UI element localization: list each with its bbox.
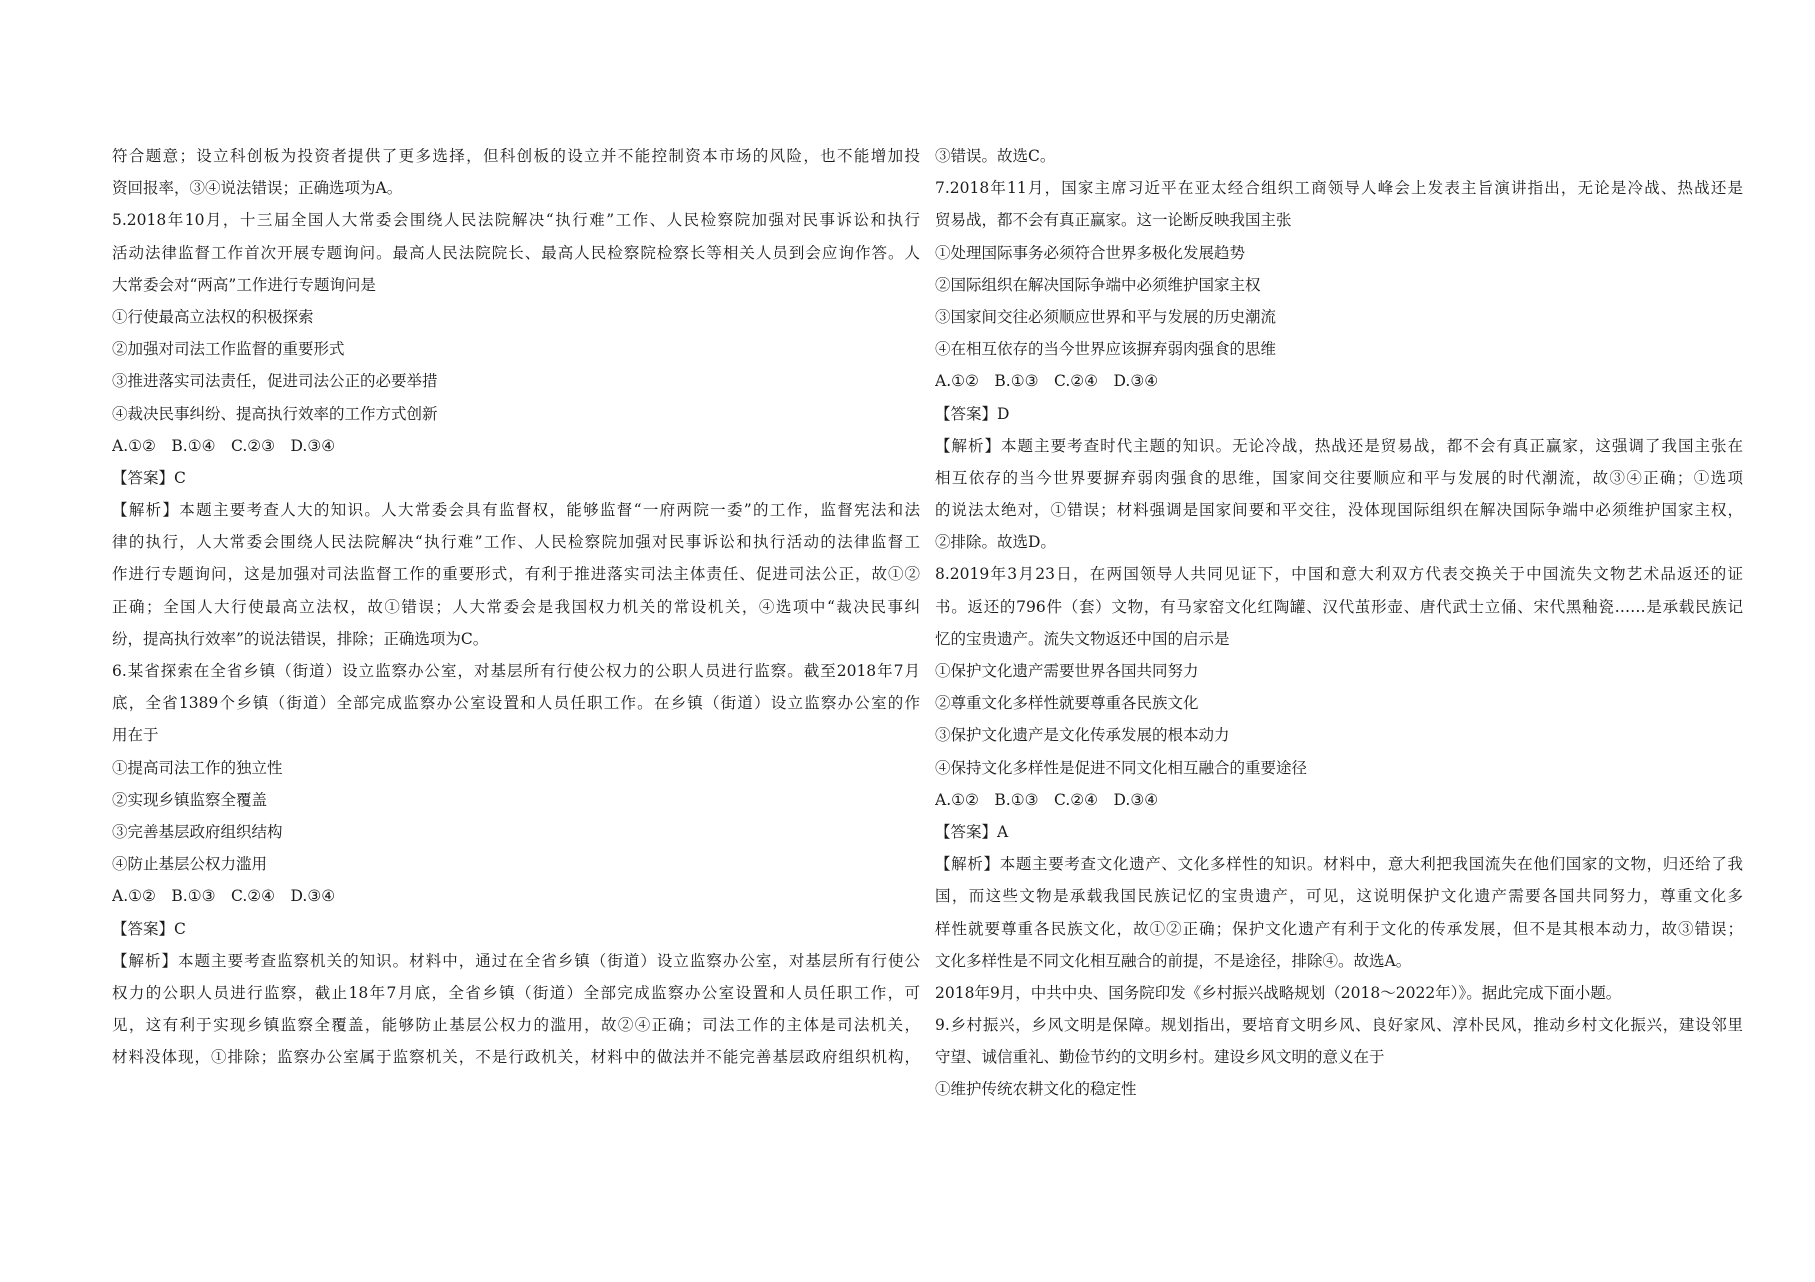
left-column xyxy=(112,140,920,1073)
text-line: 的说法太绝对，①错误；材料强调是国家间要和平交往，没体现国际组织在解决国际争端中必须维护国家主权， xyxy=(935,501,1743,520)
text-line: 符合题意；设立科创板为投资者提供了更多选择，但科创板的设立并不能控制资本市场的风险，也不能增加投 xyxy=(112,147,920,165)
option-item: ④裁决民事纠纷、提高执行效率的工作方式创新 xyxy=(112,404,438,423)
text-line: 资回报率，③④说法错误；正确选项为A。 xyxy=(112,179,403,198)
question-8-stem: 8.2019年3月23日，在两国领导人共同见证下，中国和意大利双方代表交换关于中国流失文物艺术品返还的证 xyxy=(935,565,1743,584)
text-line: 作进行专题询问，这是加强对司法监督工作的重要形式，有利于推进落实司法主体责任、促进司法公正，故①② xyxy=(112,565,920,584)
choices-line: A.①② B.①③ C.②④ D.③④ xyxy=(935,790,1159,809)
option-item: ①处理国际事务必须符合世界多极化发展趋势 xyxy=(935,243,1246,262)
analysis-line: 【解析】本题主要考查监察机关的知识。材料中，通过在全省乡镇（街道）设立监察办公室，对基层所有行使公 xyxy=(112,951,920,970)
text-line: 底，全省1389个乡镇（街道）全部完成监察办公室设置和人员任职工作。在乡镇（街道）设立监察办公室的作 xyxy=(112,694,920,713)
text-line: ②排除。故选D。 xyxy=(935,533,1056,552)
answer-line: 【答案】C xyxy=(112,468,186,487)
option-item: ②国际组织在解决国际争端中必须维护国家主权 xyxy=(935,275,1261,294)
option-item: ②加强对司法工作监督的重要形式 xyxy=(112,340,345,359)
analysis-line: 【解析】本题主要考查文化遗产、文化多样性的知识。材料中，意大利把我国流失在他们国家的文物，归还给了我 xyxy=(935,855,1743,874)
answer-line: 【答案】A xyxy=(935,822,1009,841)
text-line: 贸易战，都不会有真正赢家。这一论断反映我国主张 xyxy=(935,211,1292,230)
text-line: 守望、诚信重礼、勤俭节约的文明乡村。建设乡风文明的意义在于 xyxy=(935,1048,1385,1067)
text-line: 见，这有利于实现乡镇监察全覆盖，能够防止基层公权力的滥用，故②④正确；司法工作的主体是司法机关， xyxy=(112,1016,920,1035)
option-item: ③国家间交往必须顺应世界和平与发展的历史潮流 xyxy=(935,307,1277,326)
material-intro: 2018年9月，中共中央、国务院印发《乡村振兴战略规划（2018～2022年）》。据此完成下面小题。 xyxy=(935,983,1622,1002)
text-line: 活动法律监督工作首次开展专题询问。最高人民法院院长、最高人民检察院检察长等相关人员到会应询作答。人 xyxy=(112,243,920,262)
option-item: ①行使最高立法权的积极探索 xyxy=(112,307,314,326)
text-line: 材料没体现，①排除；监察办公室属于监察机关，不是行政机关，材料中的做法并不能完善基层政府组织机构， xyxy=(112,1048,920,1067)
text-line: 样性就要尊重各民族文化，故①②正确；保护文化遗产有利于文化的传承发展，但不是其根本动力，故③错误； xyxy=(935,919,1743,938)
right-column xyxy=(935,140,1743,1106)
option-item: ①维护传统农耕文化的稳定性 xyxy=(935,1080,1137,1099)
option-item: ④防止基层公权力滥用 xyxy=(112,855,268,874)
analysis-line: 【解析】本题主要考查人大的知识。人大常委会具有监督权，能够监督“一府两院一委”的工作，监督宪法和法 xyxy=(112,501,920,520)
choices-line: A.①② B.①④ C.②③ D.③④ xyxy=(112,436,336,455)
choices-line: A.①② B.①③ C.②④ D.③④ xyxy=(935,372,1159,391)
option-item: ①提高司法工作的独立性 xyxy=(112,758,283,777)
option-item: ④保持文化多样性是促进不同文化相互融合的重要途径 xyxy=(935,758,1308,777)
analysis-line: 【解析】本题主要考查时代主题的知识。无论冷战，热战还是贸易战，都不会有真正赢家，这强调了我国主张在 xyxy=(935,436,1743,455)
question-7-stem: 7.2018年11月，国家主席习近平在亚太经合组织工商领导人峰会上发表主旨演讲指出，无论是冷战、热战还是 xyxy=(935,179,1743,198)
option-item: ④在相互依存的当今世界应该摒弃弱肉强食的思维 xyxy=(935,340,1277,359)
question-6-stem: 6.某省探索在全省乡镇（街道）设立监察办公室，对基层所有行使公权力的公职人员进行监察。截至2018年7月 xyxy=(112,662,920,680)
option-item: ③完善基层政府组织结构 xyxy=(112,822,283,841)
text-line: 权力的公职人员进行监察，截止18年7月底，全省乡镇（街道）全部完成监察办公室设置和人员任职工作，可 xyxy=(112,983,920,1002)
text-line: 大常委会对“两高”工作进行专题询问是 xyxy=(112,275,376,294)
text-line: 纷，提高执行效率”的说法错误，排除；正确选项为C。 xyxy=(112,629,489,648)
question-9-stem: 9.乡村振兴，乡风文明是保障。规划指出，要培育文明乡风、良好家风、淳朴民风，推动乡村文化振兴，建设邻里 xyxy=(935,1016,1743,1035)
text-line: 国，而这些文物是承载我国民族记忆的宝贵遗产，可见，这说明保护文化遗产需要各国共同努力，尊重文化多 xyxy=(935,887,1743,906)
option-item: ①保护文化遗产需要世界各国共同努力 xyxy=(935,662,1199,680)
text-line: 律的执行，人大常委会围绕人民法院解决“执行难”工作、人民检察院加强对民事诉讼和执行活动的法律监督工 xyxy=(112,533,920,552)
text-line: 相互依存的当今世界要摒弃弱肉强食的思维，国家间交往要顺应和平与发展的时代潮流，故③④正确；①选项 xyxy=(935,468,1743,487)
option-item: ②实现乡镇监察全覆盖 xyxy=(112,790,268,809)
text-line: 文化多样性是不同文化相互融合的前提，不是途径，排除④。故选A。 xyxy=(935,951,1412,970)
answer-line: 【答案】C xyxy=(112,919,186,938)
question-5-stem: 5.2018年10月，十三届全国人大常委会围绕人民法院解决“执行难”工作、人民检察院加强对民事诉讼和执行 xyxy=(112,211,920,230)
text-line: ③错误。故选C。 xyxy=(935,147,1056,165)
text-line: 正确；全国人大行使最高立法权，故①错误；人大常委会是我国权力机关的常设机关，④选项中“裁决民事纠 xyxy=(112,597,920,616)
answer-line: 【答案】D xyxy=(935,404,1010,423)
option-item: ③推进落实司法责任，促进司法公正的必要举措 xyxy=(112,372,438,391)
option-item: ③保护文化遗产是文化传承发展的根本动力 xyxy=(935,726,1230,745)
text-line: 书。返还的796件（套）文物，有马家窑文化红陶罐、汉代茧形壶、唐代武士立俑、宋代黑釉瓷……是承载民族记 xyxy=(935,597,1743,616)
text-line: 用在于 xyxy=(112,726,159,745)
choices-line: A.①② B.①③ C.②④ D.③④ xyxy=(112,887,336,906)
text-line: 忆的宝贵遗产。流失文物返还中国的启示是 xyxy=(935,629,1230,648)
option-item: ②尊重文化多样性就要尊重各民族文化 xyxy=(935,694,1199,713)
